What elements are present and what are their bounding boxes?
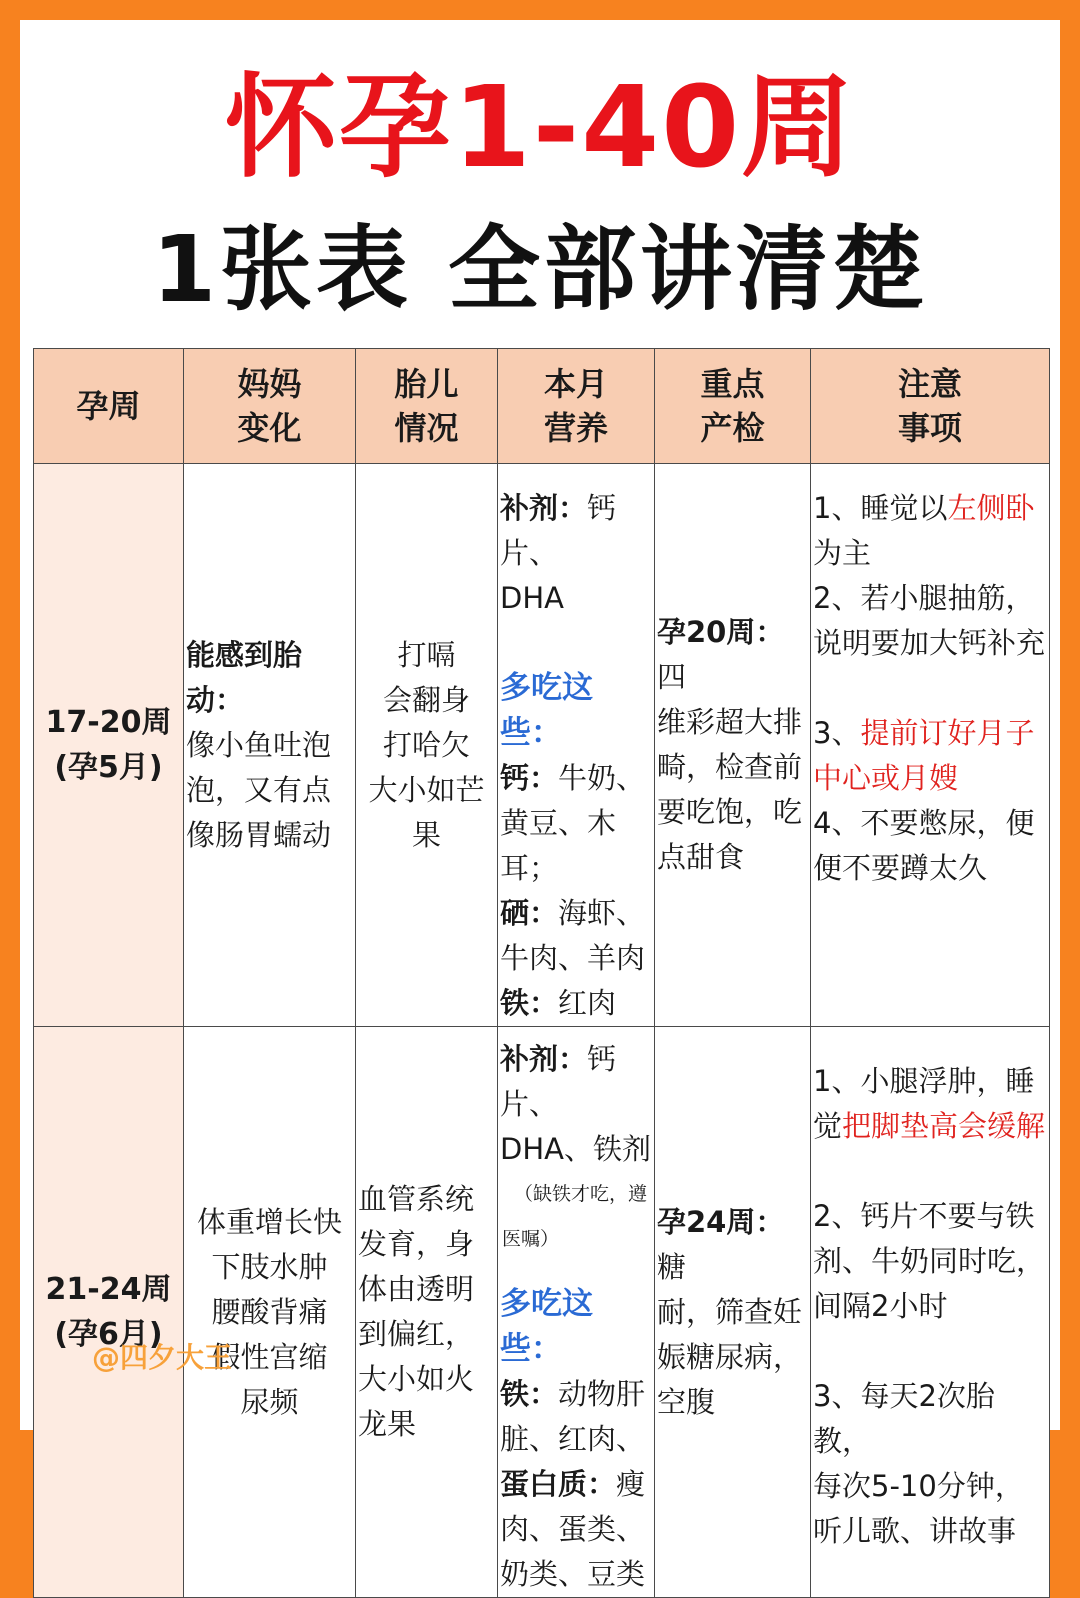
fetus-cell: 血管系统 发育，身 体由透明 到偏红， 大小如火 龙果: [356, 1027, 498, 1598]
header-notes: 注意 事项: [811, 349, 1050, 464]
sub-title: 1张表 全部讲清楚: [151, 216, 929, 323]
checkup-cell: 孕24周：糖 耐，筛查妊 娠糖尿病， 空腹: [655, 1027, 811, 1598]
table-header-row: [34, 349, 1050, 464]
pregnancy-table: [33, 348, 1050, 1598]
author-watermark: @四夕大王: [92, 1341, 233, 1374]
mom-cell: 体重增长快 下肢水肿 腰酸背痛 假性宫缩 尿频: [184, 1027, 356, 1598]
iron-note-end: 医嘱）: [502, 1228, 560, 1250]
header-checkup: 重点 产检: [655, 349, 811, 464]
table-row: [34, 464, 1050, 1027]
iron-note: （缺铁才吃，遵: [514, 1183, 648, 1205]
header-fetus: 胎儿 情况: [356, 349, 498, 464]
notes-cell: 1、小腿浮肿，睡 觉把脚垫高会缓解 2、钙片不要与铁 剂、牛奶同时吃， 间隔2小时 3、每天2次胎教， 每次5-10分钟， 听儿歌、讲故事: [811, 1027, 1050, 1598]
header-nutrition: 本月 营养: [498, 349, 655, 464]
nutrition-cell: 补剂：钙片、 DHA、铁剂 （缺铁才吃，遵 医嘱） 多吃这些： 铁：动物肝 脏、红肉、 蛋白质：瘦 肉、蛋类、 奶类、豆类: [498, 1027, 655, 1598]
notes-cell: 1、睡觉以左侧卧 为主 2、若小腿抽筋， 说明要加大钙补充 3、提前订好月子 中心或月嫂 4、不要憋尿，便 便不要蹲太久: [811, 464, 1050, 1027]
fetus-cell: 打嗝 会翻身 打哈欠 大小如芒 果: [356, 464, 498, 1027]
table-row: [34, 1027, 1050, 1598]
week-cell: 17-20周 (孕5月): [34, 464, 184, 1027]
poster-card: [20, 20, 1060, 1591]
header-mom: 妈妈 变化: [184, 349, 356, 464]
checkup-cell: 孕20周：四 维彩超大排 畸，检查前 要吃饱，吃 点甜食: [655, 464, 811, 1027]
week-cell: 21-24周 (孕6月): [34, 1027, 184, 1598]
main-title: 怀孕1-40周: [224, 63, 856, 193]
mom-cell: 能感到胎动： 像小鱼吐泡 泡，又有点 像肠胃蠕动: [184, 464, 356, 1027]
nutrition-cell: 补剂：钙片、 DHA 多吃这些： 钙：牛奶、 黄豆、木耳； 硒：海虾、 牛肉、羊肉 铁：红肉: [498, 464, 655, 1027]
header-week: 孕周: [34, 349, 184, 464]
